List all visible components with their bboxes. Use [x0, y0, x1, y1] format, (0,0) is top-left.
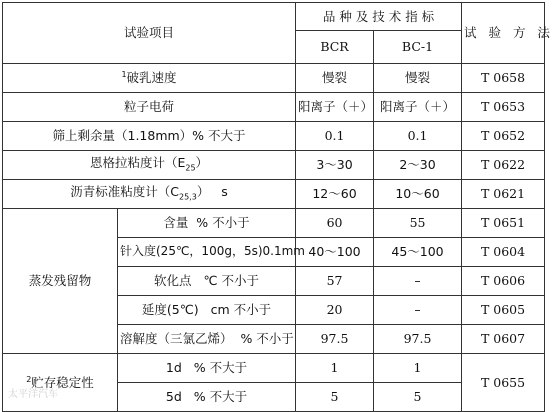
value-a: 5 — [296, 383, 374, 412]
value-a: 60 — [296, 209, 374, 238]
value-a: 阳离子（＋） — [296, 93, 374, 122]
method-cell: T 0653 — [462, 93, 545, 122]
value-a: 20 — [296, 296, 374, 325]
header-method-label: 试 验 方 法 — [464, 25, 554, 41]
storage-method-cell: T 0655 — [462, 354, 545, 412]
row-label: 溶解度（三氯乙烯） % 不小于 — [118, 325, 296, 354]
row-label: 沥青标准粘度计$(C_{25,3})$ s — [3, 180, 296, 209]
value-b: 45～100 — [374, 238, 462, 267]
method-cell: T 0604 — [462, 238, 545, 267]
row-label: 5d % 不大于 — [118, 383, 296, 412]
value-b: 97.5 — [374, 325, 462, 354]
value-a: 97.5 — [296, 325, 374, 354]
value-b: 5 — [374, 383, 462, 412]
header-method-cell — [462, 3, 554, 64]
method-cell: T 0622 — [462, 151, 545, 180]
value-b: 慢裂 — [374, 64, 462, 93]
value-b: 1 — [374, 354, 462, 383]
row-label: 含量 % 不小于 — [118, 209, 296, 238]
header-row — [3, 3, 545, 31]
value-a: 12～60 — [296, 180, 374, 209]
row-label: 延度(5℃) cm 不小于 — [118, 296, 296, 325]
header-group-cell — [296, 3, 462, 31]
method-cell: T 0605 — [462, 296, 545, 325]
header-product-a: BCR — [296, 31, 374, 64]
row-label: 筛上剩余量（1.18mm）% 不大于 — [3, 122, 296, 151]
table-row — [3, 93, 545, 122]
table-row — [3, 180, 545, 209]
row-label: 软化点 ℃ 不小于 — [118, 267, 296, 296]
storage-group-label: $^2$贮存稳定性 — [3, 354, 118, 412]
value-b: – — [374, 296, 462, 325]
value-b: 阳离子（＋） — [374, 93, 462, 122]
value-b: 0.1 — [374, 122, 462, 151]
value-a: 40～100 — [296, 238, 374, 267]
method-cell: T 0658 — [462, 64, 545, 93]
header-group-label: 品 种 及 技 术 指 标 — [322, 8, 435, 24]
table-row — [3, 64, 545, 93]
value-a: 1 — [296, 354, 374, 383]
table-row — [3, 354, 545, 383]
row-label: $^1$破乳速度 — [3, 64, 296, 93]
header-item-cell — [3, 3, 296, 64]
header-item-label: 试验项目 — [124, 25, 175, 41]
header-product-b: BC-1 — [374, 31, 462, 64]
value-b: 10～60 — [374, 180, 462, 209]
value-b: 2～30 — [374, 151, 462, 180]
footnote-mark: 2 — [26, 374, 32, 384]
value-b: – — [374, 267, 462, 296]
footnote-mark: 1 — [121, 70, 127, 80]
method-cell: T 0607 — [462, 325, 545, 354]
table-row — [3, 151, 545, 180]
value-a: 57 — [296, 267, 374, 296]
value-a: 3～30 — [296, 151, 374, 180]
value-b: 55 — [374, 209, 462, 238]
method-cell: T 0651 — [462, 209, 545, 238]
spec-table — [2, 2, 554, 412]
method-cell: T 0606 — [462, 267, 545, 296]
value-a: 慢裂 — [296, 64, 374, 93]
watermark-logo: 太平洋汽车 — [8, 389, 58, 400]
table-row — [3, 122, 545, 151]
table-row — [3, 209, 545, 238]
row-label: 1d % 不大于 — [118, 354, 296, 383]
residue-group-label: 蒸发残留物 — [3, 209, 118, 354]
method-cell: T 0621 — [462, 180, 545, 209]
row-label: 粒子电荷 — [3, 93, 296, 122]
row-label: 恩格拉粘度计$(E_{25})$ — [3, 151, 296, 180]
method-cell: T 0652 — [462, 122, 545, 151]
row-label: 针入度(25℃，100g，5s)0.1mm — [118, 238, 296, 267]
value-a: 0.1 — [296, 122, 374, 151]
